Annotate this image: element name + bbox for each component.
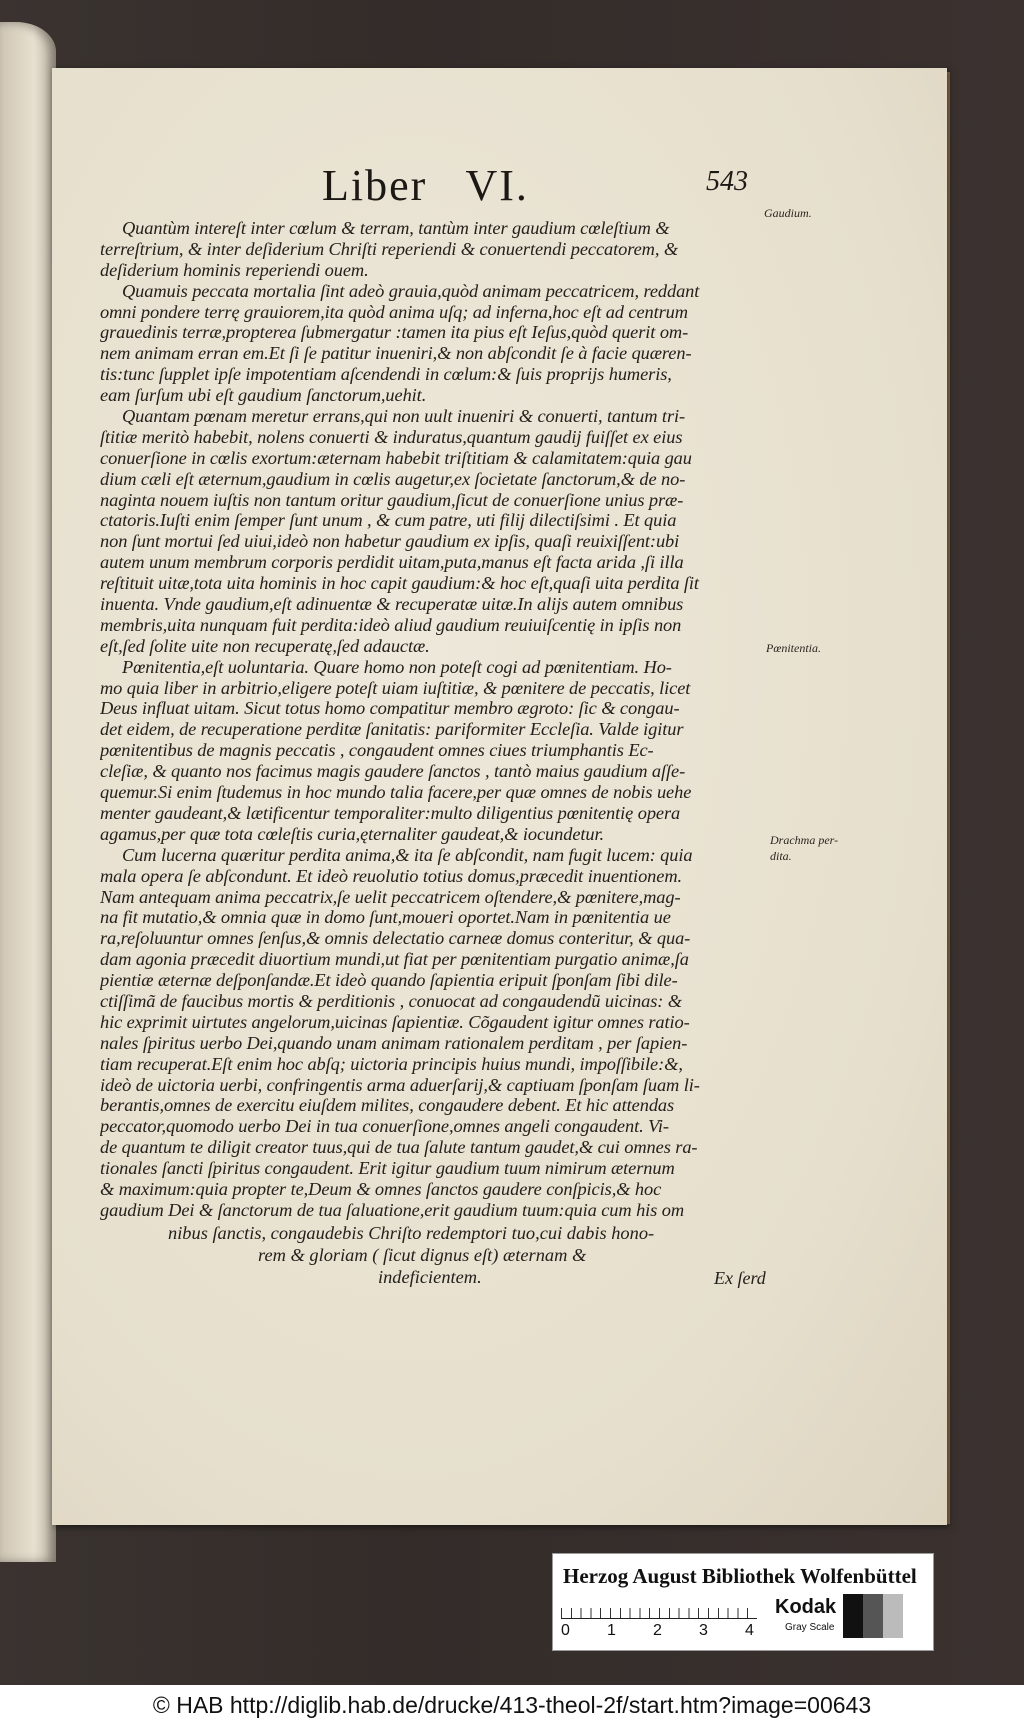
marginal-note-drachma-cont: dita. [770, 849, 792, 863]
text-line: nales ſpiritus uerbo Dei,quando unam animam rationalem perditam , per ſapien- [100, 1032, 688, 1053]
text-line: Pœnitentia,eſt uoluntaria. Quare homo non poteſt cogi ad pœnitentiam. Ho- [122, 656, 672, 677]
gray-scale-label: Gray Scale [785, 1622, 835, 1633]
marginal-note-gaudium: Gaudium. [764, 206, 812, 220]
color-target-card [552, 1553, 934, 1651]
text-line: det eidem, de recuperatione perditæ ſanitatis: pariformiter Eccleſia. Valde igitur [100, 719, 684, 740]
scale-number: 0 [561, 1622, 570, 1639]
text-line: Quamuis peccata mortalia ſint adeò grauia,quòd animam peccatricem, reddant [122, 280, 700, 301]
text-line: agamus,per quæ tota cœleſtis curia,ęternaliter gaudeat,& iocundetur. [100, 823, 605, 844]
running-title: Liber VI. [322, 161, 529, 210]
left-page-edge [0, 22, 56, 1562]
text-line: na fit mutatio,& omnia quæ in domo ſunt,moueri oportet.Nam in pœnitentia ue [100, 907, 671, 928]
text-line: inuenta. Vnde gaudium,eſt adinuentæ & recuperatæ uitæ.In alijs autem omnibus [100, 594, 684, 615]
text-line: non ſunt mortui ſed uiui,ideò non habetur gaudium ex ipſis, quaſi reuixiſſent:ubi [100, 531, 680, 552]
text-line: terreſtrium, & inter deſiderium Chriſti reperiendi & conuertendi peccatorem, & [100, 238, 679, 259]
text-line: ra,reſoluuntur omnes ſenſus,& omnis delectatio carneæ domus conteritur, & qua- [100, 928, 691, 949]
text-line: menter gaudeant,& lætificentur temporaliter:multo diligentius pœnitentię opera [100, 802, 681, 823]
text-line: autem unum membrum corporis perdidit uitam,puta,manus eſt facta arida ,ſi illa [100, 552, 684, 573]
footer-text[interactable]: © HAB http://diglib.hab.de/drucke/413-theol-2f/start.htm?image=00643 [152, 1691, 872, 1718]
text-line: tis:tunc ſupplet ipſe impotentiam aſcendendi in cœlum:& ſuis proprijs humeris, [100, 364, 672, 385]
text-line: omni pondere terrę grauiorem,ita quòd anima uſq; ad inferna,hoc eſt ad centrum [100, 301, 688, 322]
gray-patches [843, 1594, 923, 1638]
text-line: tiam recuperat.Eſt enim hoc abſq; uictoria principis huius mundi, impoſſibile:&, [100, 1053, 683, 1074]
text-line: ctatoris.Iuſti enim ſemper ſunt unum , & cum patre, uti filij dilectiſsimi . Et quia [100, 510, 677, 531]
scale-number: 1 [607, 1622, 616, 1639]
body-text [100, 218, 768, 1221]
kodak-logo: Kodak [775, 1596, 837, 1618]
text-line: mo quia liber in arbitrio,eligere poteſt uiam iuſtitiæ, & pœnitere de peccatis, licet [100, 677, 691, 698]
text-line: reſtituit uitæ,tota uita hominis in hoc capit gaudium:& hoc eſt,quaſi uita perdita ſit [100, 573, 699, 594]
scale-numbers [561, 1622, 761, 1642]
library-name: Herzog August Bibliothek Wolfenbüttel [563, 1564, 917, 1588]
gray-patch [863, 1594, 883, 1638]
gray-patch [883, 1594, 903, 1638]
closing-line-2: rem & gloriam ( ſicut dignus eſt) æternam & [258, 1245, 587, 1265]
text-line: pientiæ æternæ deſponſandæ.Et ideò quando ſapientia eripuit ſponſam ſibi dile- [100, 970, 678, 991]
scale-number: 3 [699, 1622, 708, 1639]
text-line: deſiderium hominis reperiendi ouem. [100, 259, 369, 280]
measurement-scale [561, 1596, 757, 1619]
page-number: 543 [706, 166, 748, 197]
text-line: hic exprimit uirtutes angelorum,uicinas ſapientiæ. Cõgaudent igitur omnes ratio- [100, 1011, 690, 1032]
text-line: peccator,quomodo uerbo Dei in tua conuerſione,omnes angeli congaudent. Vi- [100, 1116, 669, 1137]
text-line: Cum lucerna quæritur perdita anima,& ita ſe abſcondit, nam fugit lucem: quia [122, 844, 693, 865]
text-line: Quantam pœnam meretur errans,qui non uult inueniri & conuerti, tantum tri- [122, 406, 686, 427]
text-line: eſt,ſed ſolite uite non recuperatę,ſed adauctæ. [100, 635, 430, 656]
text-line: de quantum te diligit creator tuus,qui de tua ſalute tantum gaudet,& cui omnes ra- [100, 1137, 698, 1158]
text-line: ctiſſimã de faucibus mortis & perditionis , conuocat ad congaudendũ uicinas: & [100, 990, 683, 1011]
text-line: quemur.Si enim ſtudemus in hoc mundo talia facere,per quæ omnes de nobis uehe [100, 782, 692, 803]
text-line: dium cæli eſt æternum,gaudium in cœlis augetur,ex ſocietate ſanctorum,& de no- [100, 468, 686, 489]
text-line: membris,uita nunquam fuit perdita:ideò aliud gaudium reuiuiſcentię in ipſis non [100, 614, 682, 635]
text-line: & maximum:quia propter te,Deum & omnes ſanctos gaudere conſpicis,& hoc [100, 1178, 662, 1199]
text-line: cleſiæ, & quanto nos facimus magis gaudere ſanctos , tantò maius gaudium aſſe- [100, 761, 686, 782]
text-line: nem animam erran em.Et ſi ſe patitur inueniri,& non abſcondit ſe à facie quæren- [100, 343, 692, 364]
text-line: dam agonia præcedit diuortium mundi,ut fiat per pœnitentiam purgatio animæ,ſa [100, 949, 689, 970]
text-line: ſtitiæ meritò habebit, nolens conuerti & induratus,quantum gaudij fuiſſet ex eius [100, 426, 683, 447]
text-line: naginta nouem iuſtis non tantum oritur gaudium,ſicut de conuerſione unius præ- [100, 489, 684, 510]
text-line: Quantùm intereſt inter cœlum & terram, tantùm inter gaudium cœleſtium & [122, 218, 670, 238]
footer-copyright [0, 1685, 1024, 1725]
text-line: pœnitentibus de magnis peccatis , congaudent omnes ciues triumphantis Ec- [100, 740, 654, 761]
gray-patch [843, 1594, 863, 1638]
scale-number: 4 [745, 1622, 754, 1639]
page-header [322, 160, 762, 210]
text-line: ideò de uictoria uerbi, confringentis arma aduerſarij,& captiuam ſponſam ſuam li- [100, 1074, 700, 1095]
scale-number: 2 [653, 1622, 662, 1639]
text-line: Nam antequam anima peccatrix,ſe uelit peccatricem oſtendere,& pœnitere,mag- [100, 886, 681, 907]
text-line: Deus influat uitam. Sicut totus homo compatitur membro ægroto: ſic & congau- [100, 698, 680, 719]
text-line: tionales ſancti ſpiritus congaudent. Erit igitur gaudium tuum nimirum æternum [100, 1158, 675, 1179]
marginal-note-poenitentia: Pœnitentia. [766, 641, 821, 655]
gray-patch [903, 1594, 923, 1638]
text-line: berantis,omnes de exercitu eiuſdem milites, congaudere debent. Et hic attendas [100, 1095, 675, 1116]
text-line: conuerſione in cœlis exortum:æternam habebit triſtitiam & calamitatem:quia gau [100, 447, 692, 468]
text-line: mala opera ſe abſcondunt. Et ideò reuolutio totius domus,præcedit inuentionem. [100, 865, 683, 886]
text-line: grauedinis terræ,propterea ſubmergatur :tamen ita pius eſt Ieſus,quòd querit om- [100, 322, 689, 343]
marginal-note-drachma: Drachma per- [770, 833, 839, 847]
catchword: Ex ſerd [714, 1268, 766, 1288]
closing-line-1: nibus ſanctis, congaudebis Chriſto redemptori tuo,cui dabis hono- [168, 1223, 655, 1243]
text-line: gaudium Dei & ſanctorum de tua ſaluatione,erit gaudium tuum:quia cum his om [100, 1199, 685, 1220]
text-line: eam ſurſum ubi eſt gaudium ſanctorum,uehit. [100, 385, 427, 406]
closing-line-3: indeficientem. [378, 1267, 482, 1287]
